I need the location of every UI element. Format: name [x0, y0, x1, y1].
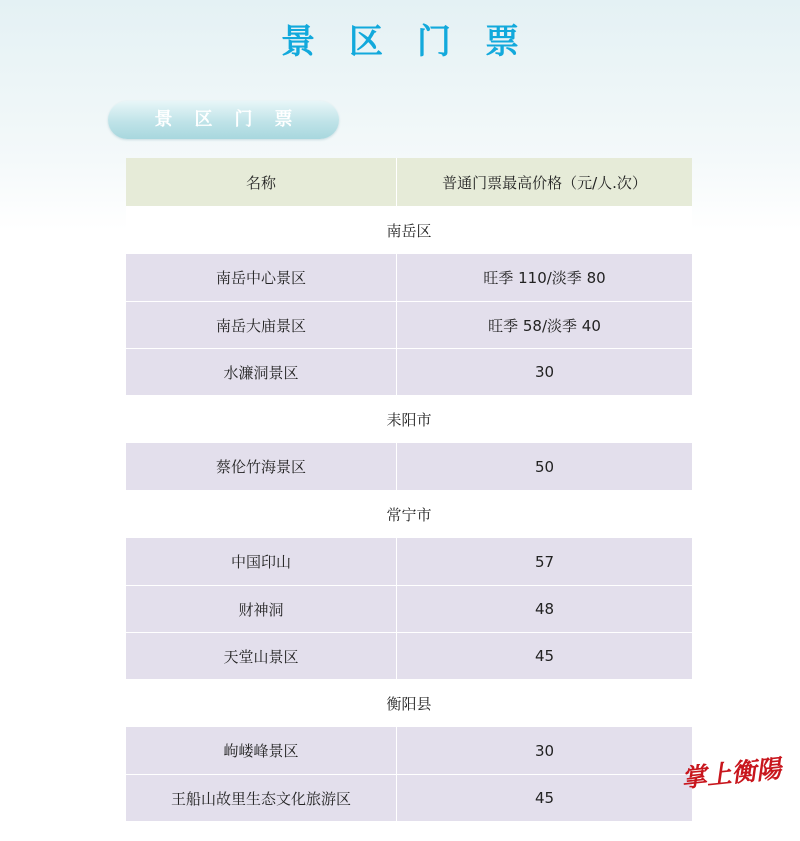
table-row [126, 632, 692, 679]
scenic-spot-name: 王船山故里生态文化旅游区 [126, 775, 397, 821]
scenic-spot-name: 水濂洞景区 [126, 349, 397, 395]
scenic-spot-name: 中国印山 [126, 538, 397, 585]
ticket-price-table [126, 158, 692, 821]
page-title: 景区门票 [281, 22, 553, 62]
scenic-spot-name: 南岳大庙景区 [126, 302, 397, 348]
group-heading: 南岳区 [126, 206, 692, 254]
scenic-spot-name: 财神洞 [126, 586, 397, 632]
ticket-price: 50 [534, 457, 555, 476]
ticket-price: 30 [534, 741, 555, 760]
group-heading: 常宁市 [126, 490, 692, 538]
table-row [126, 727, 692, 774]
column-header-name: 名称 [126, 158, 397, 206]
table-row [126, 301, 692, 348]
scenic-spot-name: 天堂山景区 [126, 633, 397, 679]
watermark-logo [676, 745, 786, 795]
ticket-price: 45 [534, 789, 555, 807]
group-heading: 衡阳县 [126, 679, 692, 727]
scenic-spot-name: 岣嵝峰景区 [126, 727, 397, 774]
ticket-price: 45 [534, 647, 555, 665]
ticket-price: 57 [534, 552, 555, 571]
ticket-price: 旺季 110/淡季 80 [483, 269, 606, 287]
table-row [126, 443, 692, 490]
scenic-spot-name: 蔡伦竹海景区 [126, 443, 397, 490]
table-row [126, 538, 692, 585]
ticket-price: 旺季 58/淡季 40 [488, 316, 601, 335]
group-heading: 耒阳市 [126, 395, 692, 443]
table-row [126, 254, 692, 301]
section-label: 景区门票 [108, 101, 339, 139]
ticket-price: 30 [534, 363, 555, 381]
watermark-text: 掌上衡陽 [680, 753, 783, 794]
table-row [126, 774, 692, 821]
scenic-spot-name: 南岳中心景区 [126, 254, 397, 301]
table-row [126, 348, 692, 395]
table-row [126, 585, 692, 632]
column-header-price: 普通门票最高价格（元/人.次） [442, 173, 647, 192]
ticket-price: 48 [534, 600, 555, 618]
table-header-row [126, 158, 692, 206]
